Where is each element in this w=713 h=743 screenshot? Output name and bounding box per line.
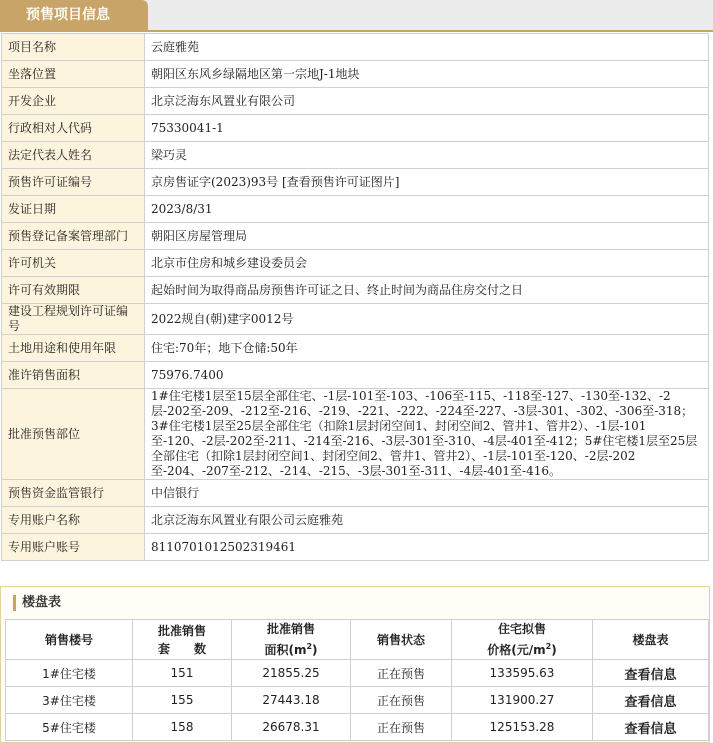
info-row: [2, 389, 709, 480]
col-price: [452, 620, 593, 660]
cell-units: 151: [133, 660, 232, 687]
table-row: [6, 687, 709, 714]
info-label: 专用账户账号: [2, 534, 145, 561]
info-row: [2, 61, 709, 88]
info-label: 预售登记备案管理部门: [2, 223, 145, 250]
col-price-close: ): [551, 643, 557, 657]
cell-price: 133595.63: [452, 660, 593, 687]
col-sheet: 楼盘表: [593, 620, 709, 660]
info-label: 坐落位置: [2, 61, 145, 88]
info-value: 75976.7400: [145, 362, 709, 389]
info-label: 法定代表人姓名: [2, 142, 145, 169]
view-info-link[interactable]: 查看信息: [593, 714, 709, 741]
info-row: [2, 480, 709, 507]
info-row: [2, 142, 709, 169]
building-section-title: 楼盘表: [13, 595, 61, 611]
info-row: [2, 277, 709, 304]
info-label: 发证日期: [2, 196, 145, 223]
info-row: [2, 223, 709, 250]
cell-status: 正在预售: [351, 687, 452, 714]
info-row: [2, 534, 709, 561]
info-label: 建设工程规划许可证编号: [2, 304, 145, 335]
info-label: 土地用途和使用年限: [2, 335, 145, 362]
info-value: [145, 169, 709, 196]
cell-units: 158: [133, 714, 232, 741]
info-label: 批准预售部位: [2, 389, 145, 480]
view-info-link[interactable]: 查看信息: [593, 687, 709, 714]
cell-status: 正在预售: [351, 660, 452, 687]
cell-price: 125153.28: [452, 714, 593, 741]
info-value: 朝阳区东风乡绿隔地区第一宗地J-1地块: [145, 61, 709, 88]
cell-price: 131900.27: [452, 687, 593, 714]
info-row: [2, 304, 709, 335]
cell-area: 26678.31: [232, 714, 351, 741]
col-price-sup: 2: [545, 642, 552, 651]
info-row: [2, 34, 709, 61]
cell-building: 1#住宅楼: [6, 660, 133, 687]
view-info-link[interactable]: 查看信息: [593, 660, 709, 687]
info-label: 预售资金监管银行: [2, 480, 145, 507]
info-row: [2, 362, 709, 389]
info-label: 许可机关: [2, 250, 145, 277]
col-area-sup: 2: [306, 642, 313, 651]
table-row: [6, 660, 709, 687]
cell-units: 155: [133, 687, 232, 714]
tab-presale-info[interactable]: 预售项目信息: [0, 0, 148, 32]
info-value: 2022规自(朝)建字0012号: [145, 304, 709, 335]
info-value: 住宅:70年；地下仓储:50年: [145, 335, 709, 362]
info-value: 北京泛海东风置业有限公司: [145, 88, 709, 115]
project-info-table: [1, 33, 709, 561]
cell-area: 27443.18: [232, 687, 351, 714]
info-value: 北京市住房和城乡建设委员会: [145, 250, 709, 277]
info-label: 行政相对人代码: [2, 115, 145, 142]
info-value: 中信银行: [145, 480, 709, 507]
cell-status: 正在预售: [351, 714, 452, 741]
col-units: [133, 620, 232, 660]
info-label: 预售许可证编号: [2, 169, 145, 196]
cell-area: 21855.25: [232, 660, 351, 687]
info-label: 开发企业: [2, 88, 145, 115]
col-price-line1: 住宅拟售: [497, 622, 546, 636]
info-value: 8110701012502319461: [145, 534, 709, 561]
info-value: 朝阳区房屋管理局: [145, 223, 709, 250]
info-value: 北京泛海东风置业有限公司云庭雅苑: [145, 507, 709, 534]
info-row: [2, 335, 709, 362]
building-table-header: [6, 620, 709, 660]
info-value: 梁巧灵: [145, 142, 709, 169]
info-value: 2023/8/31: [145, 196, 709, 223]
info-label: 许可有效期限: [2, 277, 145, 304]
building-section: [0, 586, 710, 743]
info-row: [2, 250, 709, 277]
info-value-presale-parts: 1#住宅楼1层至15层全部住宅、-1层-101至-103、-106至-115、-118至-127、-130至-132、-2层-202至-209、-212至-216、-219、-221、-222、-224至-227、-3层-301、-302、-306至-318；3#住宅楼1层至25层全部住宅（扣除1层封闭空间1、封闭空间2、管井1、管井2）、-1层-101至-120、-2层-202至-211、-214至-216、-3层-301至-310、-4层-401至-412；5#住宅楼1层至25层全部住宅（扣除1层封闭空间1、封闭空间2、管井1、管井2）、-1层-101至-120、-2层-202至-204、-207至-212、-214、-215、-3层-301至-311、-4层-401至-416。: [145, 389, 709, 480]
col-area-line1: 批准销售: [266, 622, 315, 636]
info-label: 准许销售面积: [2, 362, 145, 389]
col-area-close: ): [312, 643, 318, 657]
col-area: [232, 620, 351, 660]
section-header-bar: [0, 0, 713, 32]
info-label: 专用账户名称: [2, 507, 145, 534]
col-price-line2: 价格(元/m: [487, 643, 546, 657]
info-row: [2, 507, 709, 534]
info-value: 云庭雅苑: [145, 34, 709, 61]
info-row: [2, 88, 709, 115]
info-row: [2, 196, 709, 223]
cell-building: 5#住宅楼: [6, 714, 133, 741]
info-row: [2, 115, 709, 142]
info-value: 起始时间为取得商品房预售许可证之日、终止时间为商品住房交付之日: [145, 277, 709, 304]
table-row: [6, 714, 709, 741]
building-table: [5, 619, 709, 741]
col-area-line2: 面积(m: [264, 643, 307, 657]
col-building: 销售楼号: [6, 620, 133, 660]
info-label: 项目名称: [2, 34, 145, 61]
info-row: [2, 169, 709, 196]
permit-number: 京房售证字(2023)93号: [151, 174, 279, 189]
cell-building: 3#住宅楼: [6, 687, 133, 714]
col-units-line1: 批准销售: [157, 623, 206, 638]
info-value: 75330041-1: [145, 115, 709, 142]
col-units-line2: 套 数: [157, 641, 206, 656]
col-status: 销售状态: [351, 620, 452, 660]
view-permit-image-link[interactable]: [查看预售许可证图片]: [282, 174, 400, 189]
